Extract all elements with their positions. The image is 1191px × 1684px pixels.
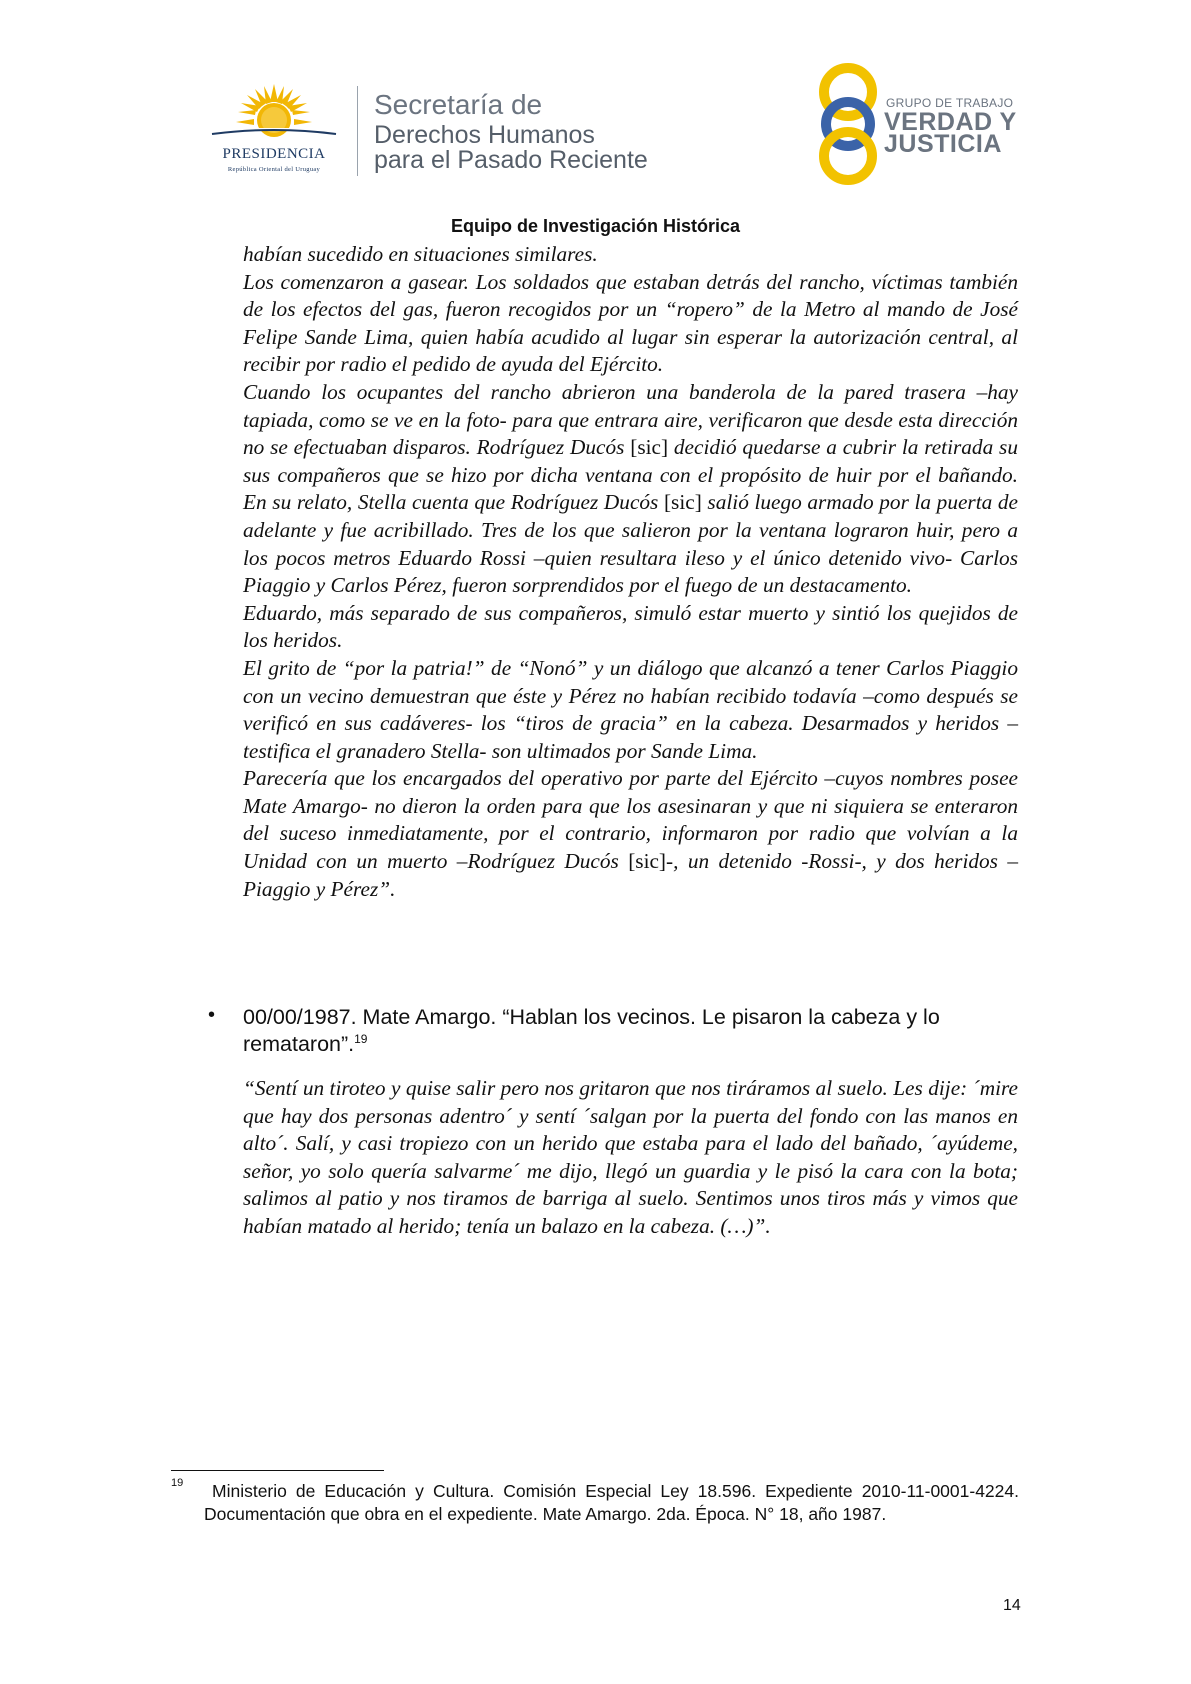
secretaria-line-2: Derechos Humanos [374,121,595,149]
header-divider [357,86,358,176]
quote-paragraph: “Sentí un tiroteo y quise salir pero nos gritaron que nos tiráramos al suelo. Les dije: ´mire que hay dos personas adentro´ y sentí ´salgan por la puerta del fondo con las manos en alto´. Salí, y casi tropiezo con un herido que estaba para el lado del bañado, ´ayúdeme, señor, yo solo quería salvarme´ me dijo, llegó un guardia y le pisó la cara con la bota; salimos al patio y nos tiramos de barriga al suelo. Sentimos unos tiros más y vimos que habían matado al herido; tenía un balazo en la cabeza. (…)”. [243,1076,1018,1238]
body-paragraph [243,765,1018,903]
footnote-reference[interactable]: 19 [354,1031,368,1046]
paragraph-text: Parecería que los encargados del operativo por parte del Ejército –cuyos nombres posee Mate Amargo- no dieron la orden para que los asesinaran y que ni siquiera se enteraron del suceso inmediatamente, por el contrario, informaron por radio que volvían a la Unidad con un muerto –Rodríguez Ducós [243,766,1018,874]
bullet-text: 00/00/1987. Mate Amargo. “Hablan los vecinos. Le pisaron la cabeza y lo remataron”. [243,1005,940,1056]
letterhead [0,0,1191,200]
body-paragraph [243,241,1018,269]
body-paragraph [243,655,1018,765]
page-number: 14 [1003,1597,1021,1614]
team-title: Equipo de Investigación Histórica [450,216,741,236]
paragraph-text: Eduardo, más separado de sus compañeros, simuló estar muerto y sintió los quejidos de los heridos. [243,600,1018,653]
body-paragraph [243,269,1018,379]
bullet-marker: • [208,1004,216,1026]
paragraph-text: habían sucedido en situaciones similares. [243,242,598,266]
presidencia-sun-logo-icon [198,82,350,178]
body-paragraph [243,379,1018,600]
bullet-text-block [243,1004,1018,1058]
sic-annotation: [sic] [628,849,667,874]
paragraph-text: El grito de “por la patria!” de “Nonó” y un diálogo que alcanzó a tener Carlos Piaggio con un vecino demuestran que éste y Pérez no habían recibido todavía –como después se verificó en sus cadáveres- los “tiros de gracia” en la cabeza. Desarmados y heridos –testifica el granadero Stella- son ultimados por Sande Lima. [243,655,1018,763]
footnote-text: Ministerio de Educación y Cultura. Comisión Especial Ley 18.596. Expediente 2010-11-0001-4224. Documentación que obra en el expediente. Mate Amargo. 2da. Época. N° 18, año 1987. [204,1481,1019,1524]
paragraph-text: Cuando los ocupantes del rancho abrieron una banderola de la pared trasera –hay tapiada, como se ve en la foto- para que entrara aire, verificaron que desde esta dirección no se efectuaban disparos. Rodríguez Ducós [243,379,1018,460]
secretaria-line-1: Secretaría de [374,89,543,120]
paragraph-text: decidió quedarse a cubrir la retirada su sus compañeros que se hizo por dicha ventana con el propósito de huir por el bañando. En su relato, Stella cuenta que Rodríguez Ducós [243,435,1018,515]
sic-annotation: [sic] [630,435,669,460]
presidencia-subtitle: República Oriental del Uruguay [227,166,321,173]
footnote-number: 19 [171,1477,184,1489]
body-paragraph [243,600,1018,655]
body-text [243,241,1018,903]
presidencia-name: PRESIDENCIA [222,146,326,162]
sic-annotation: [sic] [663,490,702,515]
secretaria-line-3: para el Pasado Reciente [374,146,648,174]
paragraph-text: Los comenzaron a gasear. Los soldados que estaban detrás del rancho, víctimas también de los efectos del gas, fueron recogidos por un “ropero” de la Metro al mando de José Felipe Sande Lima, quien había acudido al lugar sin esperar la autorización central, al recibir por radio el pedido de ayuda del Ejército. [243,269,1018,377]
footnote-separator [171,1470,384,1471]
grupo-trabajo-label: GRUPO DE TRABAJO [886,96,1014,110]
verdad-label: VERDAD Y [884,108,1017,136]
paragraph-text: salió luego armado por la puerta de adelante y fue acribillado. Tres de los que salieron por la ventana lograron huir, pero a los pocos metros Eduardo Rossi –quien resultara ileso y el único detenido vivo- Carlos Piaggio y Carlos Pérez, fueron sorprendidos por el fuego de un destacamento. [243,490,1018,598]
paragraph-text: -, un detenido -Rossi-, y dos heridos –Piaggio y Pérez”. [243,849,1018,901]
justicia-label: JUSTICIA [884,130,1002,158]
